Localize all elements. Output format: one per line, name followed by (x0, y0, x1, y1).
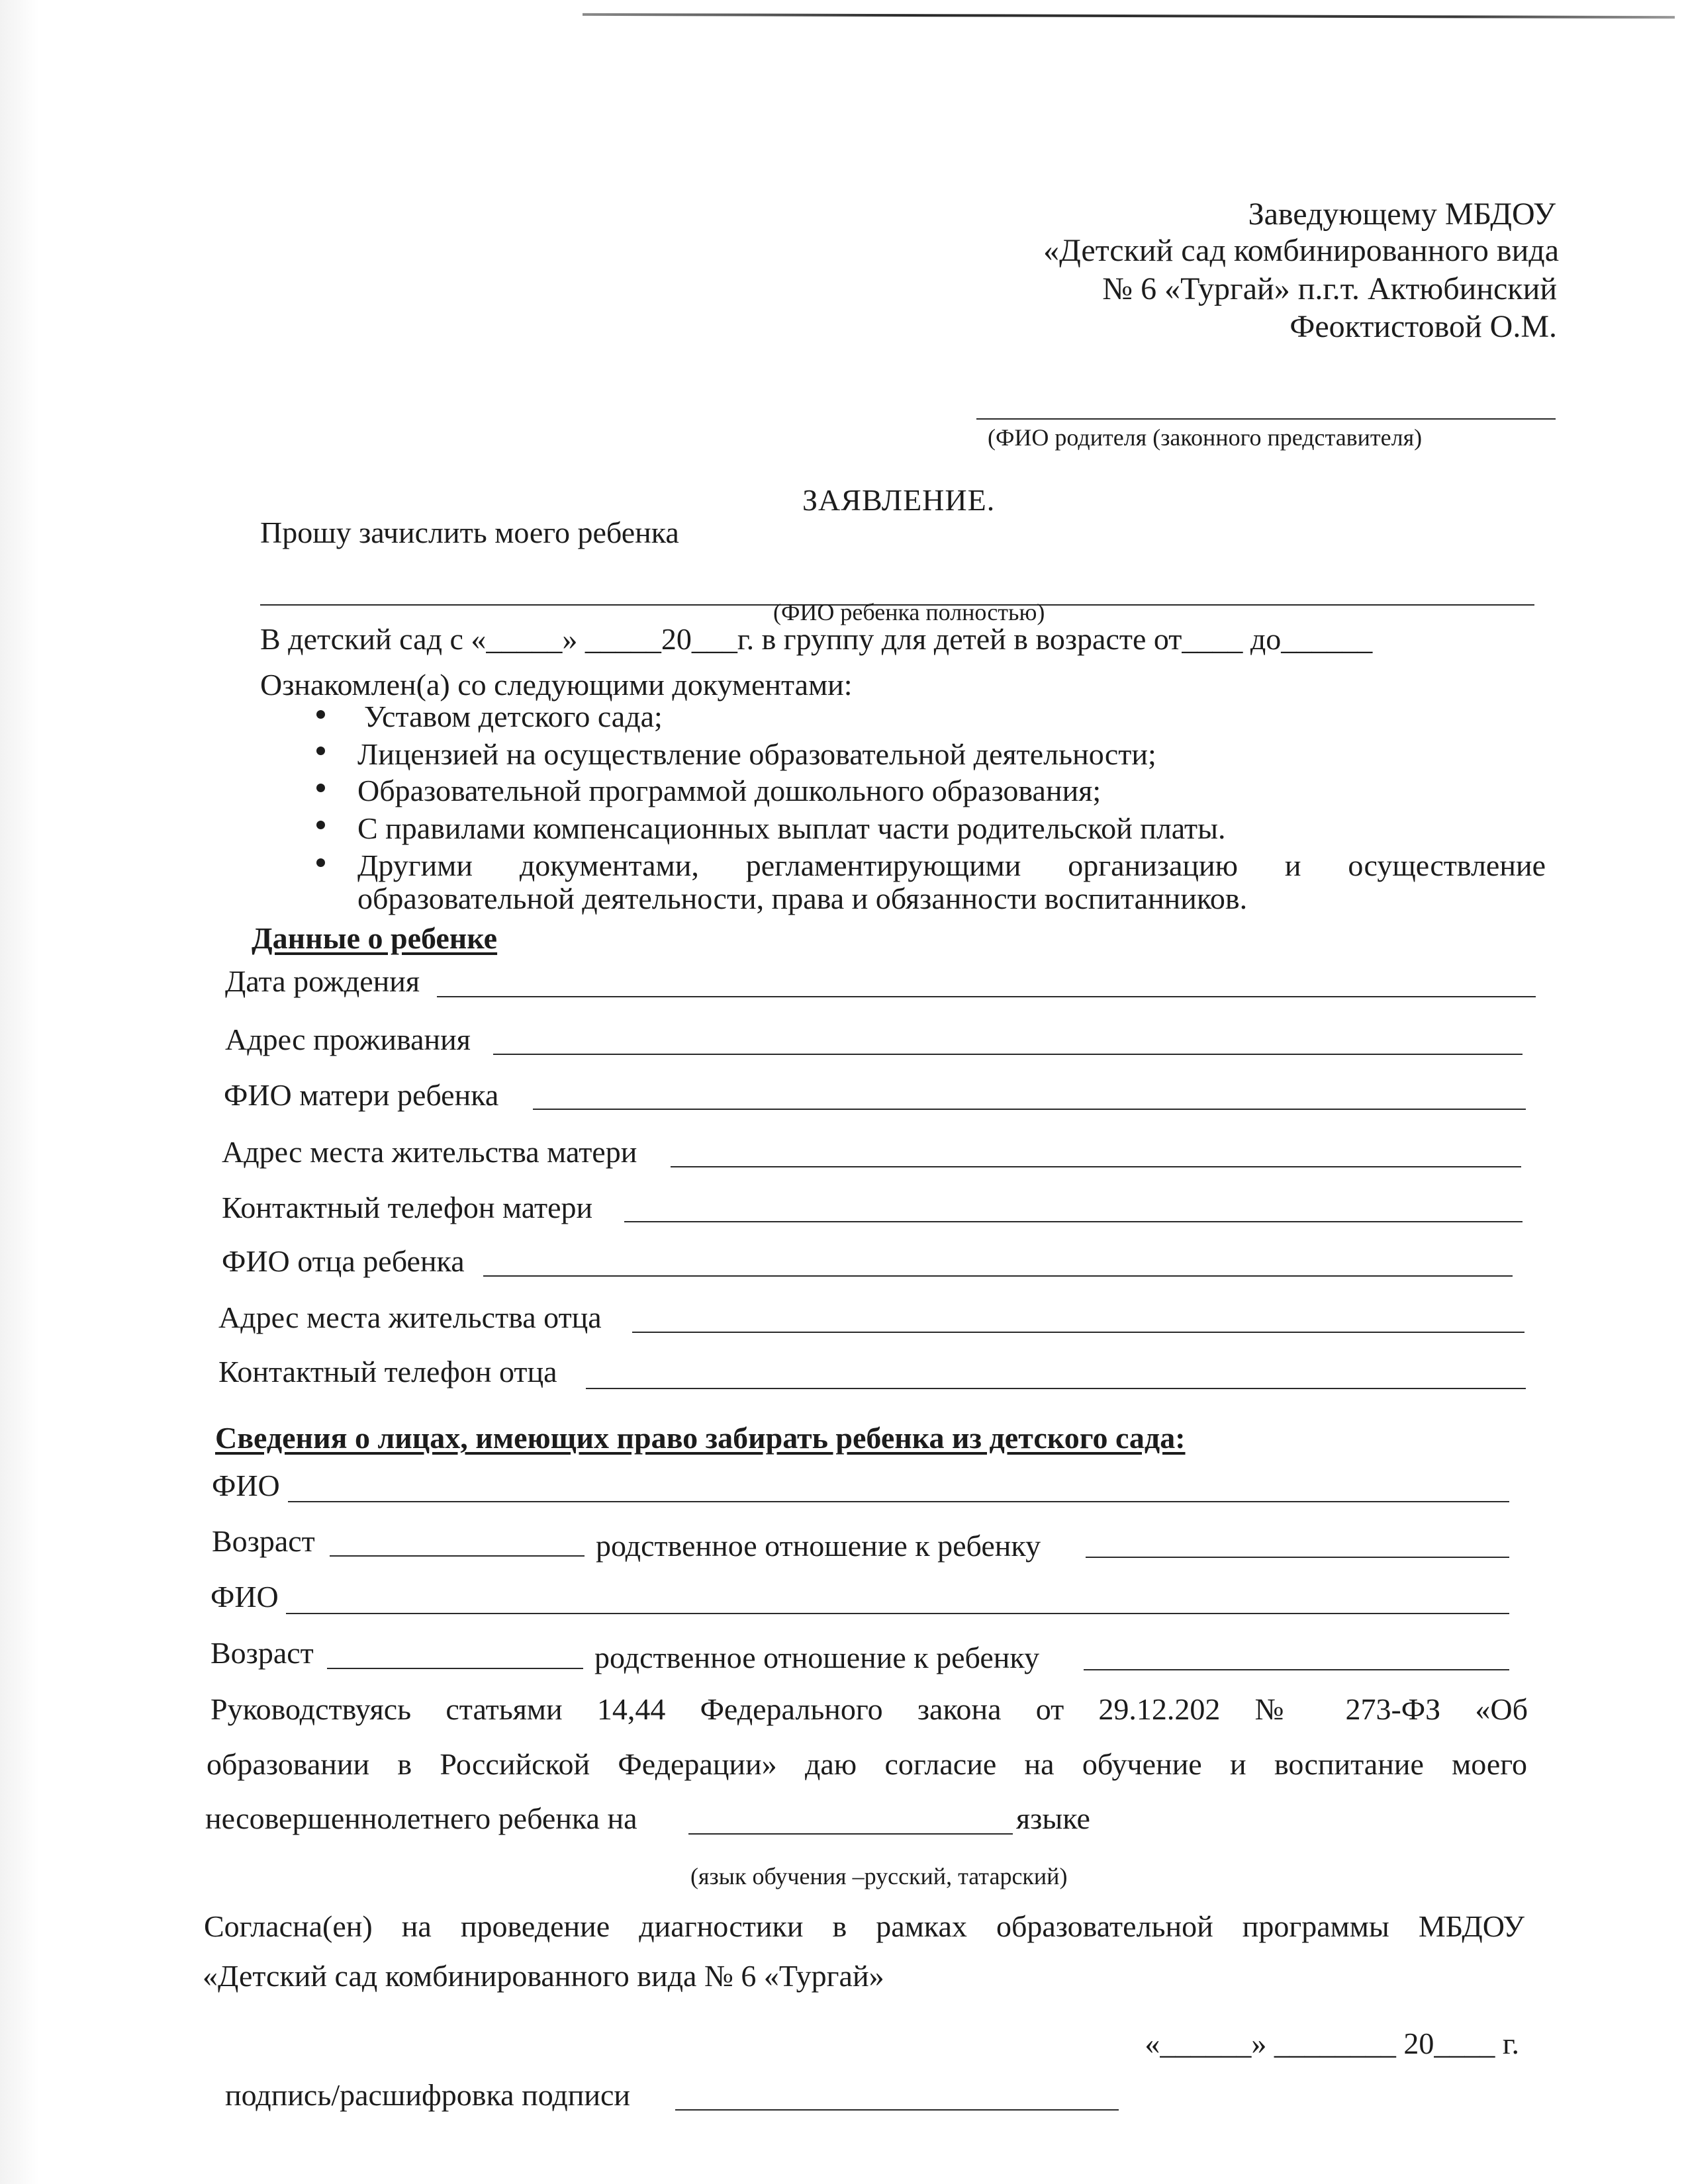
field-mother-address: Адрес места жительства матери (222, 1135, 637, 1169)
field-address: Адрес проживания (225, 1023, 471, 1056)
field-father-name-line[interactable] (483, 1275, 1513, 1277)
pickup-relation-label-2: родственное отношение к ребенку (594, 1641, 1040, 1674)
pickup-fio-label-1: ФИО (212, 1469, 280, 1502)
document-item-3: Образовательной программой дошкольного образования; (357, 774, 1102, 807)
document-item-5-cont: образовательной деятельности, права и обязанности воспитанников. (357, 882, 1248, 915)
field-mother-name: ФИО матери ребенка (224, 1078, 499, 1112)
signature-line[interactable] (675, 2109, 1119, 2111)
pickup-relation-line-2[interactable] (1084, 1669, 1509, 1670)
field-mother-name-line[interactable] (533, 1109, 1526, 1110)
acquainted-text: Ознакомлен(а) со следующими документами: (260, 668, 853, 702)
bullet-3 (316, 784, 325, 792)
field-father-phone-line[interactable] (586, 1388, 1526, 1389)
bullet-4 (316, 821, 325, 829)
bullet-5 (316, 858, 325, 867)
pickup-relation-line-1[interactable] (1086, 1557, 1509, 1558)
bullet-1 (316, 710, 325, 719)
document-item-2: Лицензией на осуществление образовательной деятельности; (357, 737, 1156, 771)
pickup-fio-label-2: ФИО (211, 1580, 279, 1614)
diagnostic-line-1: Согласна(ен) на проведение диагностики в рамках образовательной программы МБДОУ (204, 1909, 1524, 1943)
consent-line-1: Руководствуясь статьями 14,44 Федерального закона от 29.12.202 № 273-ФЗ «Об (211, 1692, 1528, 1726)
request-text: Прошу зачислить моего ребенка (260, 516, 679, 549)
addressee-line-4: Феоктистовой О.М. (1289, 309, 1557, 344)
pickup-age-line-2[interactable] (327, 1668, 583, 1669)
document-item-5: Другими документами, регламентирующими организацию и осуществление (357, 848, 1546, 882)
field-mother-address-line[interactable] (671, 1166, 1521, 1167)
diagnostic-line-2: «Детский сад комбинированного вида № 6 «Тургай» (203, 1959, 884, 1993)
scan-edge-line (583, 13, 1675, 19)
field-birth-date: Дата рождения (225, 964, 420, 998)
addressee-line-3: № 6 «Тургай» п.г.т. Актюбинский (1102, 271, 1557, 306)
consent-line-3b: языке (1016, 1801, 1090, 1835)
pickup-fio-line-2[interactable] (286, 1613, 1509, 1614)
enroll-line: В детский сад с «_____» _____20___г. в группу для детей в возрасте от____ до______ (260, 622, 1373, 656)
field-father-phone: Контактный телефон отца (218, 1355, 557, 1388)
parent-name-line (976, 418, 1556, 420)
addressee-line-1: Заведующему МБДОУ (1248, 197, 1556, 232)
field-mother-phone: Контактный телефон матери (222, 1191, 593, 1224)
language-caption: (язык обучения –русский, татарский) (690, 1863, 1068, 1889)
date-line[interactable]: «______» ________ 20____ г. (1145, 2026, 1519, 2060)
consent-line-2: образовании в Российской Федерации» даю согласие на обучение и воспитание моего (207, 1747, 1527, 1781)
bullet-2 (316, 747, 325, 755)
field-birth-date-line[interactable] (437, 996, 1536, 997)
language-line[interactable] (688, 1833, 1013, 1835)
addressee-line-2: «Детский сад комбинированного вида (1043, 233, 1559, 268)
pickup-section-heading: Сведения о лицах, имеющих право забирать ребенка из детского сада: (215, 1421, 1186, 1455)
document-title: ЗАЯВЛЕНИЕ. (802, 483, 996, 517)
pickup-relation-label-1: родственное отношение к ребенку (596, 1529, 1041, 1563)
pickup-age-label-2: Возраст (211, 1636, 314, 1670)
pickup-age-line-1[interactable] (330, 1555, 585, 1557)
child-name-caption: (ФИО ребенка полностью) (773, 599, 1045, 625)
field-father-name: ФИО отца ребенка (222, 1244, 465, 1278)
field-father-address: Адрес места жительства отца (218, 1300, 602, 1334)
field-father-address-line[interactable] (632, 1332, 1524, 1333)
signature-label: подпись/расшифровка подписи (225, 2078, 631, 2112)
child-section-heading: Данные о ребенке (252, 921, 498, 955)
document-item-4: С правилами компенсационных выплат части родительской платы. (357, 811, 1226, 845)
scan-shadow (0, 0, 40, 2184)
document-item-1: Уставом детского сада; (364, 700, 663, 733)
pickup-fio-line-1[interactable] (288, 1501, 1509, 1502)
field-mother-phone-line[interactable] (624, 1221, 1523, 1222)
pickup-age-label-1: Возраст (212, 1524, 315, 1558)
parent-caption: (ФИО родителя (законного представителя) (988, 424, 1423, 451)
consent-line-3a: несовершеннолетнего ребенка на (205, 1801, 637, 1835)
field-address-line[interactable] (493, 1054, 1523, 1055)
